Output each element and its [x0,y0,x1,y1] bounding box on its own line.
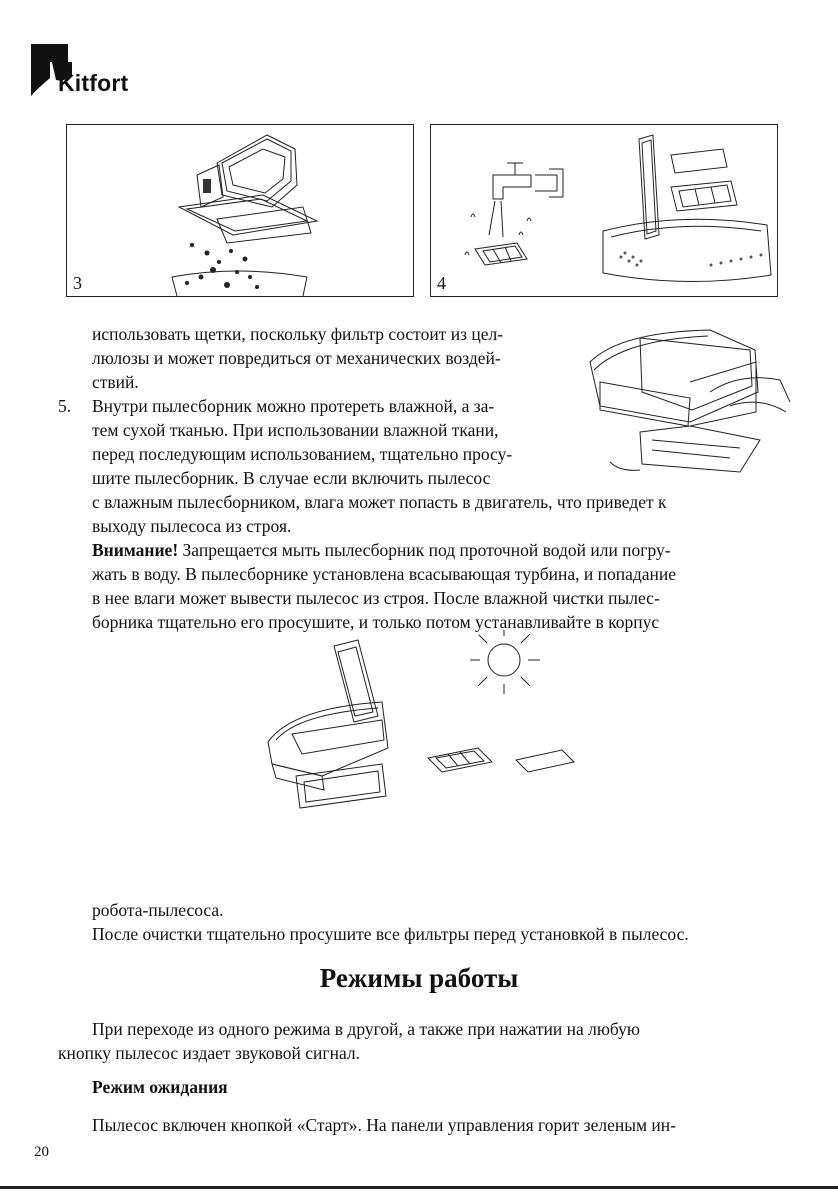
figure-4-number: 4 [437,273,446,293]
filter-tapping-illustration [67,125,413,296]
body-line: тем сухой тканью. При использовании влажной ткани, [92,420,499,440]
body-line: использовать щетки, поскольку фильтр состоит из цел- [92,324,504,344]
body-line: перед последующим использованием, тщательно просу- [92,444,513,464]
figure-3-number: 3 [73,273,82,293]
body-line: в нее влаги может вывести пылесос из строя. После влажной чистки пылес- [92,588,660,608]
body-line: После очистки тщательно просушите все фильтры перед установкой в пылесос. [92,924,689,944]
body-line: жать в воду. В пылесборнике установлена всасывающая турбина, и попадание [92,564,677,584]
warning-label: Внимание! [92,540,179,560]
section-paragraph: Пылесос включен кнопкой «Старт». На панели управления горит зеленым ин- [92,1115,676,1135]
brand-name: Kitfort [58,70,129,96]
body-line: выходу пылесоса из строя. [92,516,292,536]
dustbin-wiping-illustration [580,322,790,482]
section-paragraph: кнопку пылесос издает звуковой сигнал. [58,1043,360,1063]
filter-washing-illustration [431,125,777,296]
page-number: 20 [34,1144,49,1160]
body-line: с влажным пылесборником, влага может попасть в двигатель, что приведет к [92,492,667,512]
body-line: робота-пылесоса. [92,900,224,920]
body-line: шите пылесборник. В случае если включить пылесос [92,468,491,488]
figure-3 [66,124,414,297]
bottom-rule [0,1186,838,1189]
section-title: Режимы работы [319,963,519,993]
warning-text: Запрещается мыть пылесборник под проточной водой или погру- [178,540,671,560]
section-paragraph: При переходе из одного режима в другой, а также при нажатии на любую [92,1019,640,1039]
warning-line [92,538,671,562]
body-line: борника тщательно его просушите, и только потом устанавливайте в корпус [92,612,660,632]
subsection-title: Режим ожидания [92,1077,228,1097]
body-line: люлозы и может повредиться от механических воздей- [92,348,501,368]
body-line: Внутри пылесборник можно протереть влажной, а за- [92,396,495,416]
figure-4 [430,124,778,297]
list-number: 5. [58,396,72,416]
body-line: ствий. [92,372,139,392]
drying-illustration [262,636,562,826]
